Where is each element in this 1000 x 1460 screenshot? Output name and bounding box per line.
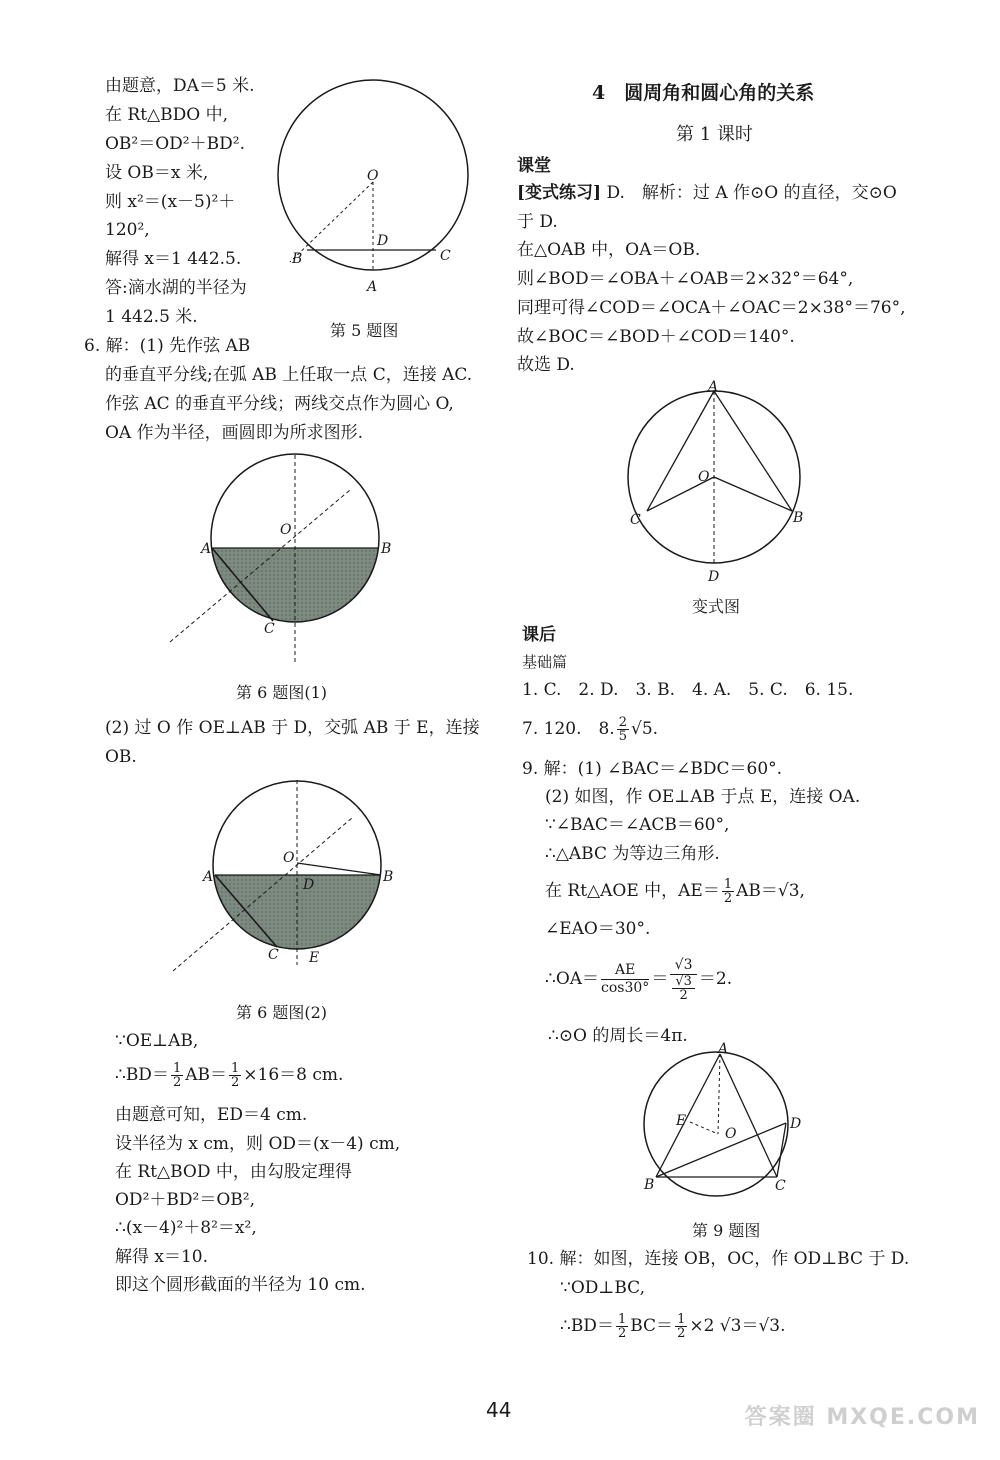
p6-line-4: OA 作为半径，画圆即为所求图形. [105, 423, 364, 443]
q9-frac-half [722, 878, 734, 905]
q10-line-2: ∵OD⊥BC, [560, 1278, 645, 1298]
q10-frac-1-den: 2 [617, 1326, 627, 1341]
sol-frac-1-num: 1 [172, 1061, 182, 1076]
jichu-heading: 基础篇 [522, 653, 568, 671]
q10-line-3-post: ×2 √3＝√3. [689, 1316, 786, 1336]
figure-9 [640, 1041, 815, 1200]
watermark-logo [745, 1400, 980, 1431]
answers-line-2 [522, 716, 658, 743]
p5-line-1: 由题意，DA＝5 米. [105, 76, 255, 96]
sol-line-1: ∵OE⊥AB, [115, 1031, 199, 1051]
sol-frac-1 [171, 1062, 183, 1089]
p6-line-1: 6. 解：(1) 先作弦 AB [84, 336, 251, 356]
fig5-caption: 第 5 题图 [330, 321, 399, 340]
sol-line-2-mid: AB＝ [185, 1065, 228, 1085]
fig6a-label-c: C [264, 621, 275, 637]
p6-line-3: 作弦 AC 的垂直平分线；两线交点作为圆心 O, [105, 394, 454, 414]
sol-line-5: 在 Rt△BOD 中，由勾股定理得 [115, 1162, 352, 1182]
figvar-label-c: C [630, 512, 641, 528]
q9-frac-compound [670, 957, 697, 1002]
figvar-label-d: D [708, 569, 720, 585]
fig5-label-a: A [367, 279, 378, 295]
fig6a-caption: 第 6 题图(1) [236, 683, 328, 702]
fig6b-label-d: D [303, 877, 315, 893]
fig6b-label-c: C [268, 947, 279, 963]
q9-line-8: ∴⊙O 的周长＝4π. [548, 1026, 688, 1046]
sol-line-2-end: ×16＝8 cm. [243, 1065, 344, 1085]
fig9-label-b: B [644, 1177, 655, 1193]
sol-line-2-pre: ∴BD＝ [115, 1065, 169, 1085]
q9-line-7-pre: ∴OA＝ [545, 969, 600, 989]
fig9-label-e: E [676, 1113, 687, 1129]
answers-line-1: 1. C. 2. D. 3. B. 4. A. 5. C. 6. 15. [522, 680, 854, 700]
q9-line-6: ∠EAO＝30°. [545, 919, 651, 939]
sol-line-7: ∴(x－4)²＋8²＝x², [115, 1218, 257, 1238]
fig6a-label-b: B [381, 541, 392, 557]
figure-6-1 [165, 450, 425, 665]
answer8-frac [617, 716, 629, 743]
p5-line-4: 设 OB＝x 米, [105, 163, 209, 183]
fig6b-label-a: A [203, 869, 214, 885]
fig6a-label-a: A [201, 541, 212, 557]
fig9-label-o: O [725, 1126, 737, 1142]
ex-line-1 [517, 182, 897, 204]
p5-line-9: 1 442.5 米. [105, 307, 198, 327]
sol-line-2 [115, 1062, 343, 1089]
ex-line-4: 则∠BOD＝∠OBA＋∠OAB＝2×32°＝64°, [517, 269, 854, 289]
answers-line-2-pre: 7. 120. 8. [522, 719, 615, 739]
sol-line-9: 即这个圆形截面的半径为 10 cm. [115, 1275, 366, 1295]
fig5-label-d: D [377, 233, 389, 249]
q10-line-3 [560, 1313, 786, 1340]
fig9-ac [720, 1054, 777, 1177]
ex-line-7: 故选 D. [517, 355, 575, 375]
q9-line-7-mid: ＝ [651, 969, 669, 989]
ex-line-3: 在△OAB 中，OA＝OB. [517, 240, 701, 260]
fig9-label-a: A [718, 1041, 729, 1057]
q10-frac-2 [675, 1313, 687, 1340]
fig9-caption: 第 9 题图 [692, 1221, 761, 1240]
answer8-frac-num: 2 [618, 715, 627, 730]
q10-frac-2-num: 1 [677, 1312, 686, 1327]
ketang-heading: 课堂 [517, 156, 551, 176]
sol-line-6: OD²＋BD²＝OB², [115, 1190, 255, 1210]
p5-line-5: 则 x²＝(x－5)²＋ [105, 192, 236, 212]
fig5-label-b: B [292, 251, 303, 267]
sol-frac-2 [229, 1062, 241, 1089]
q10-frac-1 [616, 1313, 628, 1340]
q9-frac-inner-num: √3 [672, 975, 695, 989]
sol-frac-1-den: 2 [172, 1075, 182, 1090]
q9-frac-half-num: 1 [723, 877, 733, 892]
q9-line-3: ∵∠BAC＝∠ACB＝60°, [545, 815, 730, 835]
answer8-frac-den: 5 [618, 729, 627, 744]
fig9-label-c: C [775, 1178, 786, 1194]
figvar-ab [714, 391, 792, 511]
q10-line-3-pre: ∴BD＝ [560, 1316, 614, 1336]
figure-variant [620, 379, 820, 590]
fig9-oa [718, 1054, 720, 1134]
q10-line-1: 10. 解：如图，连接 OB，OC，作 OD⊥BC 于 D. [527, 1249, 910, 1269]
ex-line-2: 于 D. [517, 212, 558, 232]
fig-var-caption: 变式图 [692, 597, 741, 616]
figvar-label-a: A [708, 379, 719, 395]
ex-line-1-text: D. 解析：过 A 作⊙O 的直径，交⊙O [601, 183, 897, 203]
q9-line-5 [545, 878, 805, 905]
watermark-text: 答案圈 MXQE.COM [744, 1405, 980, 1430]
fig5-label-o: O [367, 168, 379, 184]
q10-line-3-mid: BC＝ [630, 1316, 674, 1336]
page-number: 44 [486, 1398, 512, 1422]
q9-line-7 [545, 957, 732, 1002]
p5-line-2: 在 Rt△BDO 中, [105, 105, 228, 125]
p5-line-7: 解得 x＝1 442.5. [105, 249, 242, 269]
section-title: 4 圆周角和圆心角的关系 [592, 82, 815, 104]
q9-frac-oa-den: cos30° [601, 980, 650, 996]
p5-line-8: 答:滴水湖的半径为 [105, 278, 247, 298]
q9-line-1: 9. 解：(1) ∠BAC＝∠BDC＝60°. [522, 759, 783, 779]
sol-line-4: 设半径为 x cm，则 OD＝(x－4) cm, [115, 1134, 401, 1154]
figure-5 [270, 60, 480, 300]
q9-frac-half-den: 2 [723, 891, 733, 906]
fig6b-radius-ob [297, 863, 381, 875]
q9-frac-compound-num: √3 [670, 957, 697, 975]
figure-6-2 [165, 775, 425, 990]
fig6b-label-e: E [309, 950, 320, 966]
q9-frac-inner [672, 975, 695, 1002]
q10-frac-2-den: 2 [677, 1326, 686, 1341]
answers-line-2-post: √5. [630, 719, 659, 739]
figvar-label-o: O [698, 469, 710, 485]
fig9-bd [656, 1123, 786, 1177]
q9-line-7-post: ＝2. [698, 969, 733, 989]
sol-line-8: 解得 x＝10. [115, 1247, 209, 1267]
kehou-heading: 课后 [522, 625, 556, 645]
fig9-label-d: D [790, 1116, 802, 1132]
fig9-oe [690, 1122, 718, 1134]
lesson-title: 第 1 课时 [676, 124, 753, 145]
ex-tag: [变式练习] [517, 183, 602, 203]
fig9-dc [777, 1123, 786, 1177]
fig6b-label-o: O [283, 850, 295, 866]
q9-frac-oa [601, 962, 649, 997]
p6-part2-line-2: OB. [105, 747, 137, 767]
fig6b-label-b: B [383, 869, 394, 885]
q9-line-5-pre: 在 Rt△AOE 中，AE＝ [545, 881, 720, 901]
sol-frac-2-den: 2 [231, 1075, 240, 1090]
sol-line-3: 由题意可知，ED＝4 cm. [115, 1105, 308, 1125]
q9-frac-inner-den: 2 [679, 988, 688, 1003]
figvar-label-b: B [793, 510, 804, 526]
q9-line-5-post: AB＝√3, [736, 881, 805, 901]
q9-line-4: ∴△ABC 为等边三角形. [545, 844, 720, 864]
p6-part2-line-1: (2) 过 O 作 OE⊥AB 于 D，交弧 AB 于 E，连接 [105, 718, 480, 738]
fig6a-label-o: O [280, 522, 292, 538]
q10-frac-1-num: 1 [617, 1312, 627, 1327]
q9-line-2: (2) 如图，作 OE⊥AB 于点 E，连接 OA. [545, 787, 861, 807]
p5-line-6: 120², [105, 220, 150, 240]
ex-line-5: 同理可得∠COD＝∠OCA＋∠OAC＝2×38°＝76°, [517, 298, 906, 318]
p6-line-2: 的垂直平分线;在弧 AB 上任取一点 C，连接 AC. [105, 365, 473, 385]
fig6b-caption: 第 6 题图(2) [236, 1003, 328, 1022]
q9-frac-oa-num: AE [601, 962, 649, 980]
sol-frac-2-num: 1 [231, 1061, 240, 1076]
figvar-ac [647, 391, 714, 511]
p5-line-3: OB²＝OD²＋BD². [105, 134, 245, 154]
ex-line-6: 故∠BOC＝∠BOD＋∠COD＝140°. [517, 327, 795, 347]
fig9-circle [644, 1052, 788, 1196]
fig5-label-c: C [440, 248, 451, 264]
